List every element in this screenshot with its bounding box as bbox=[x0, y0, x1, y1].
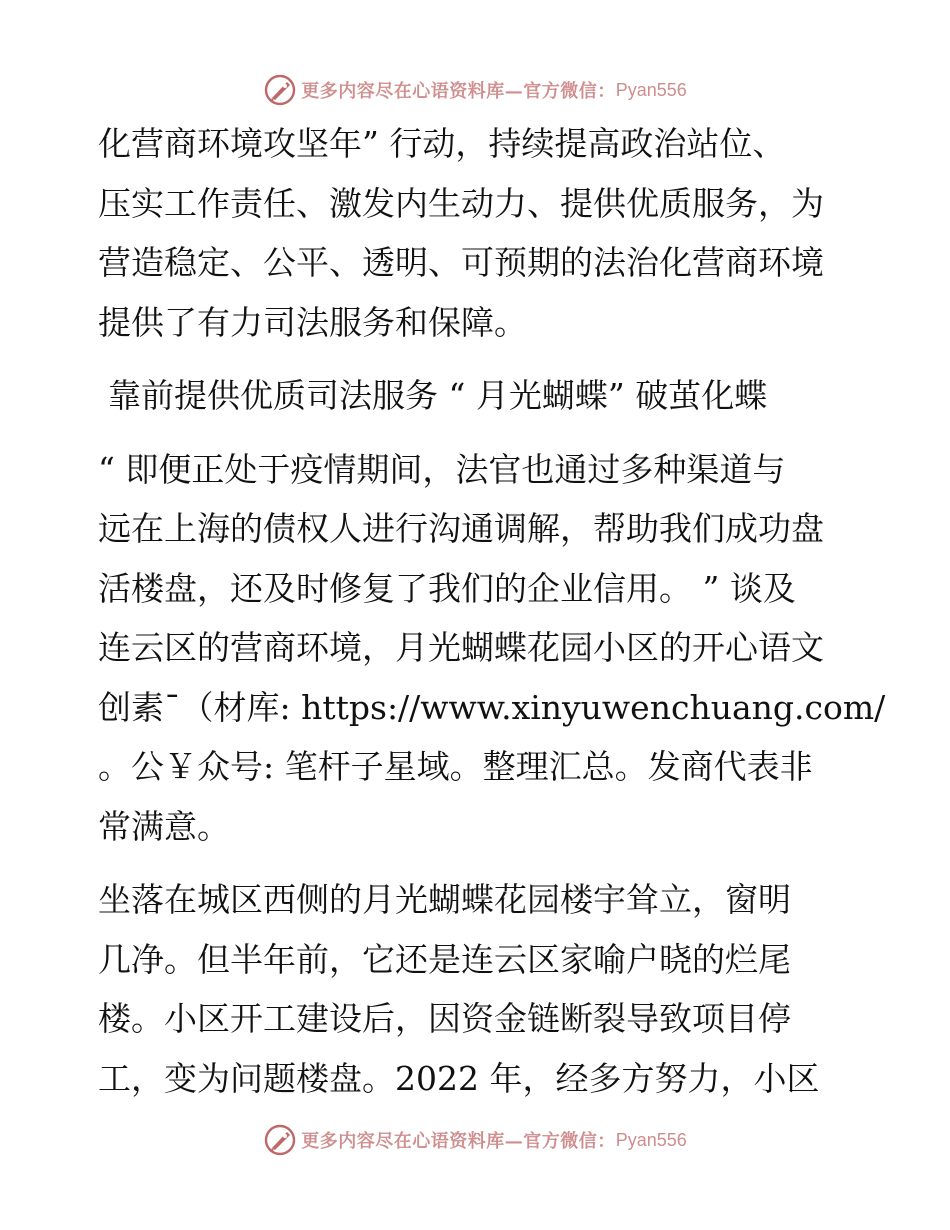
text-line: 化营商环境攻坚年” 行动，持续提高政治站位、 bbox=[98, 124, 786, 163]
quill-pen-logo-icon bbox=[263, 1123, 297, 1157]
text-line: 创素¯（材库: https://www.xinyuwenchuang.com/ bbox=[98, 687, 886, 727]
text-line: 常满意。 bbox=[98, 806, 230, 846]
text-line: 提供了有力司法服务和保障。 bbox=[98, 302, 527, 342]
paragraph-2 bbox=[98, 440, 886, 857]
banner-wechat-handle: Pyan556 bbox=[615, 79, 687, 100]
text-line: 远在上海的债权人进行沟通调解，帮助我们成功盘 bbox=[98, 509, 824, 548]
paragraph-3 bbox=[98, 870, 858, 1108]
banner-text: 更多内容尽在心语资料库—官方微信： bbox=[301, 81, 616, 102]
footer-watermark-banner bbox=[0, 1120, 950, 1160]
text-line: 压实工作责任、激发内生动力、提供优质服务，为 bbox=[98, 183, 824, 223]
text-line: 几净。但半年前，它还是连云区家喻户晓的烂尾 bbox=[98, 939, 791, 979]
banner-text: 更多内容尽在心语资料库—官方微信： bbox=[301, 1131, 616, 1152]
text-line: 。公￥众号: 笔杆子星域。整理汇总。发商代表非 bbox=[98, 747, 813, 786]
text-line: 活楼盘，还及时修复了我们的企业信用。 ” 谈及 bbox=[98, 568, 796, 608]
text-line: “ 即便正处于疫情期间，法官也通过多种渠道与 bbox=[98, 449, 786, 489]
text-line: 工，变为问题楼盘。2022 年，经多方努力，小区 bbox=[98, 1058, 820, 1098]
text-line: 坐落在城区西侧的月光蝴蝶花园楼宇耸立，窗明 bbox=[98, 880, 791, 919]
text-line: 连云区的营商环境，月光蝴蝶花园小区的开心语文 bbox=[98, 628, 824, 667]
section-heading: 靠前提供优质司法服务 “ 月光蝴蝶” 破茧化蝶 bbox=[108, 376, 768, 415]
header-watermark-banner bbox=[0, 70, 950, 110]
quill-pen-logo-icon bbox=[263, 73, 297, 107]
text-line: 营造稳定、公平、透明、可预期的法治化营商环境 bbox=[98, 243, 824, 282]
paragraph-1 bbox=[98, 114, 858, 352]
banner-wechat-handle: Pyan556 bbox=[615, 1129, 687, 1150]
text-line: 楼。小区开工建设后，因资金链断裂导致项目停 bbox=[98, 999, 791, 1038]
document-body bbox=[98, 114, 886, 1108]
